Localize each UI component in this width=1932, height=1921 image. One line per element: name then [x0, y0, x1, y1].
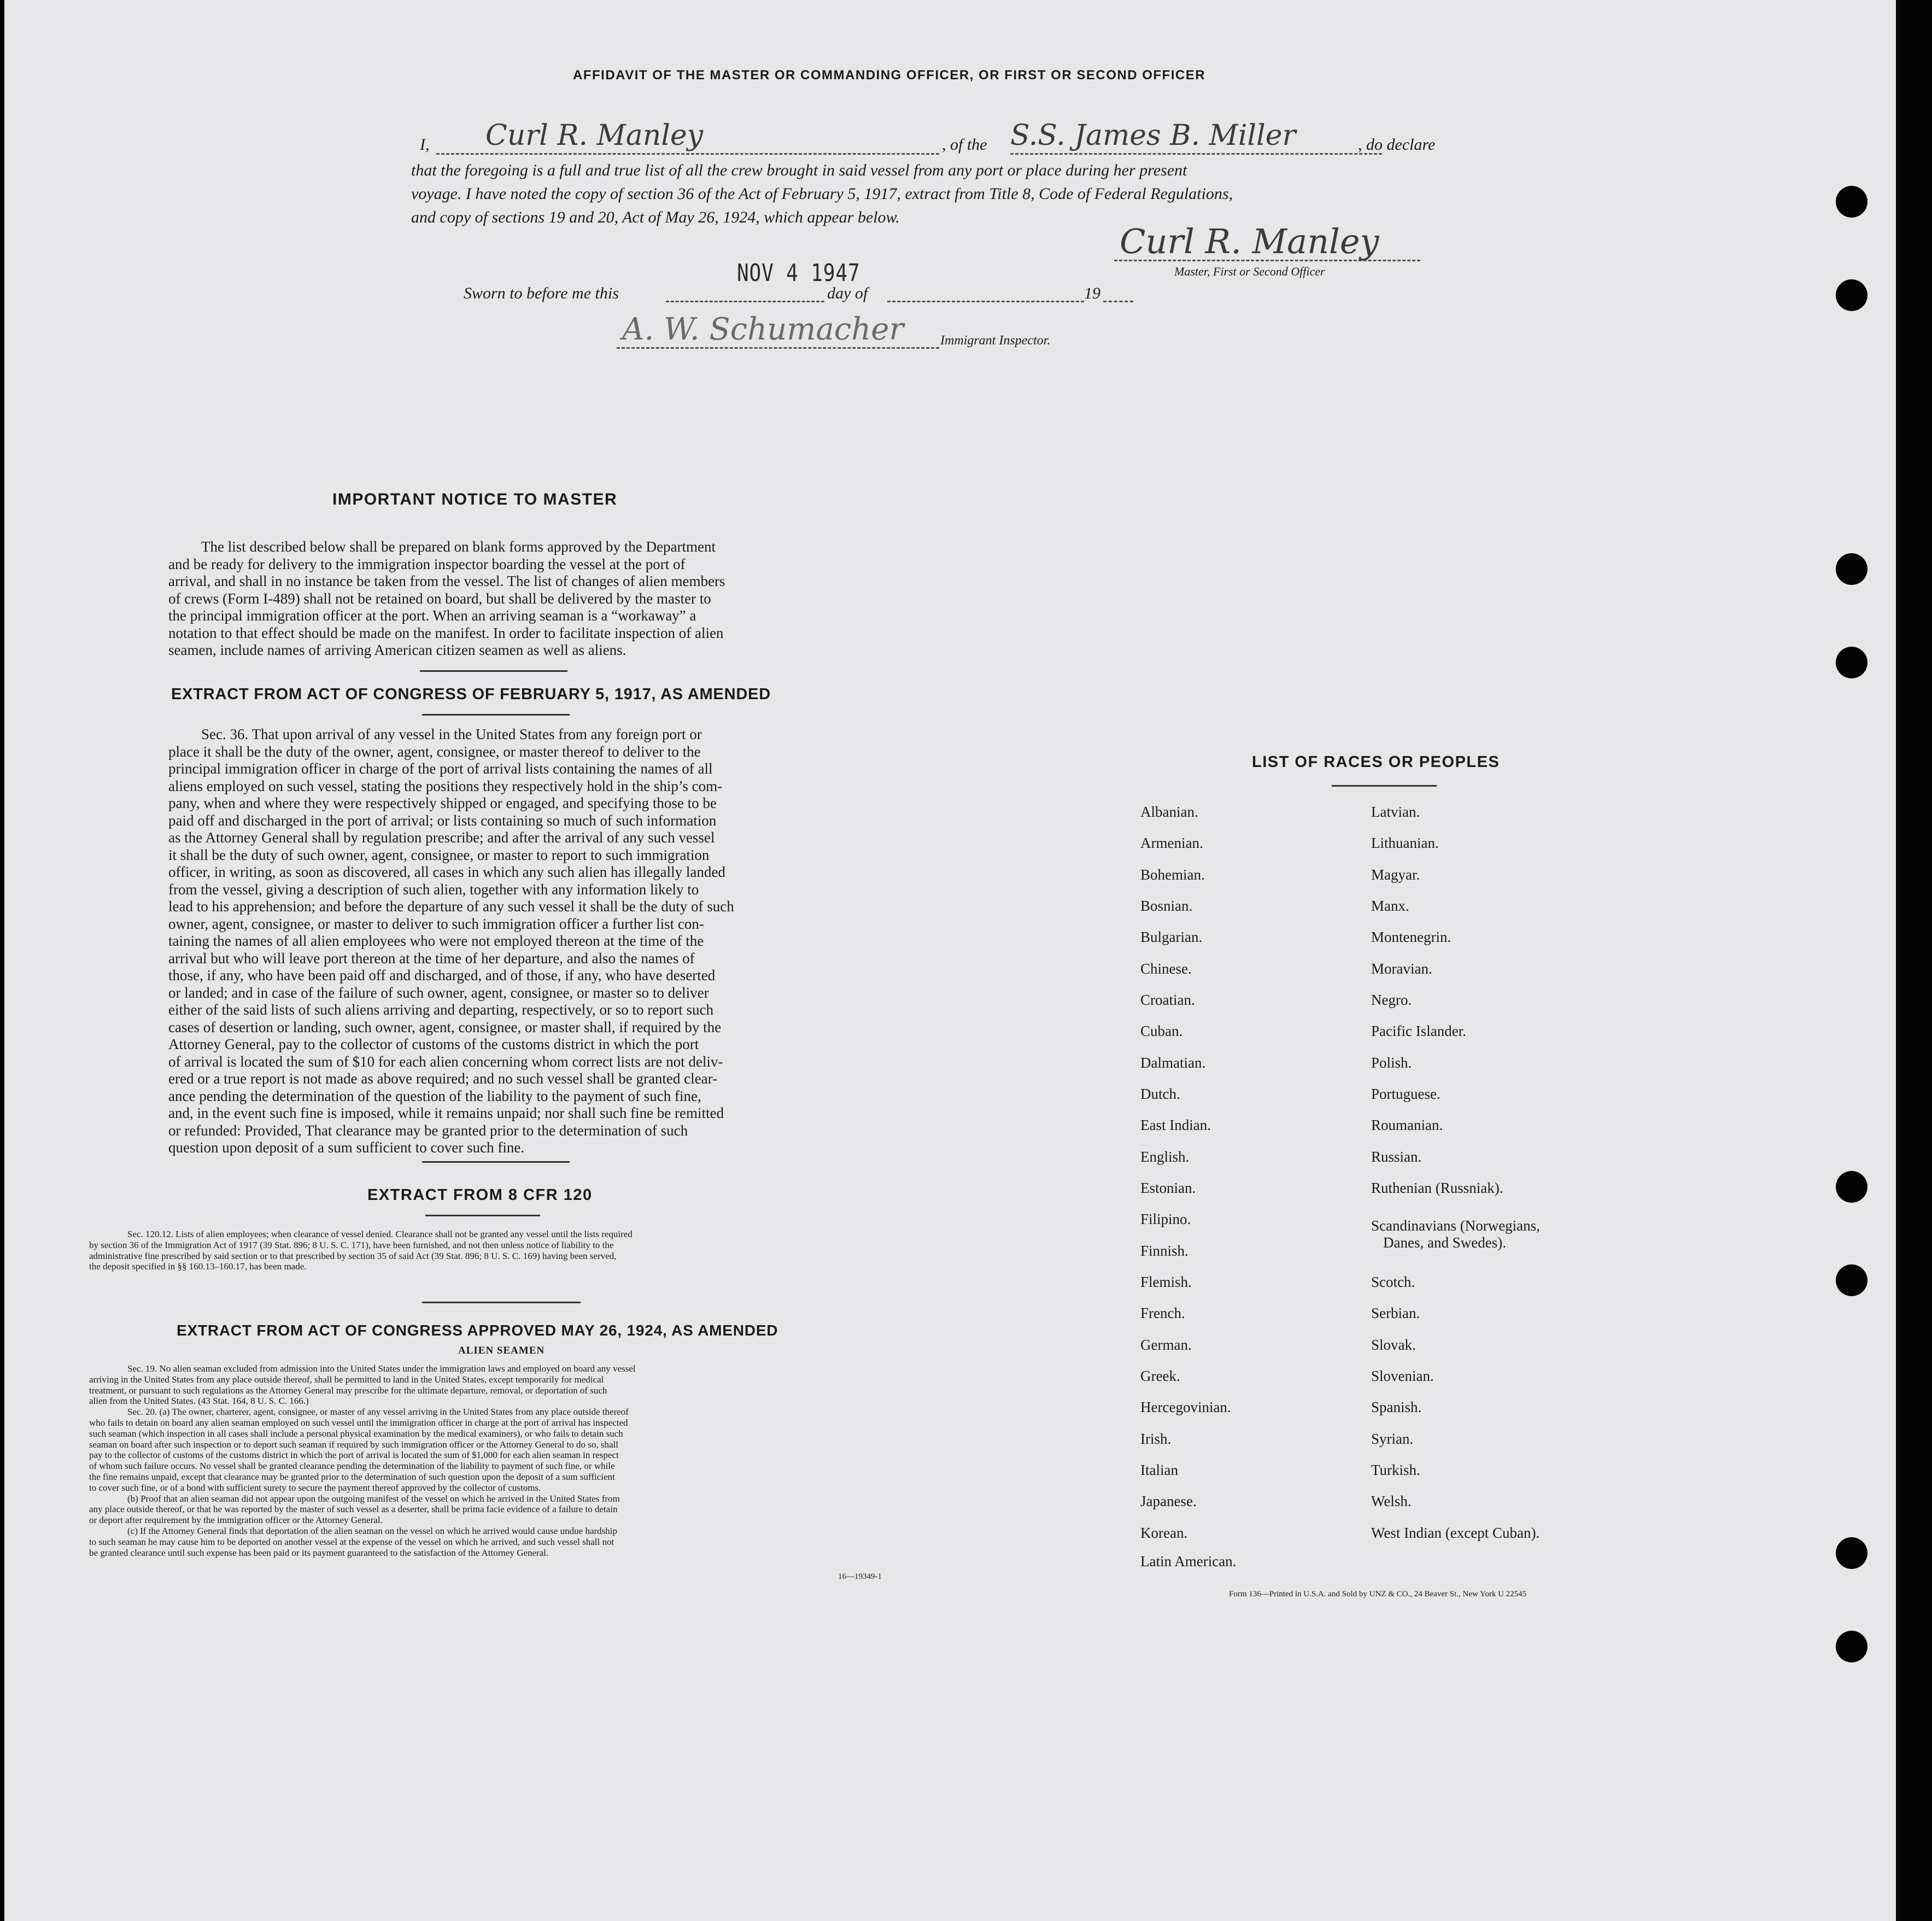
- binder-hole: [1836, 1631, 1867, 1662]
- race-item: Filipino.: [1140, 1211, 1191, 1227]
- race-item: Manx.: [1371, 898, 1409, 914]
- extract-1924-line: Sec. 20. (a) The owner, charterer, agent, consignee, or master of any vessel arriving in the United States from any place outside thereof: [127, 1407, 629, 1418]
- extract-1917-line: Sec. 36. That upon arrival of any vessel in the United States from any foreign port or: [201, 726, 702, 742]
- extract-1917-line: or landed; and in case of the failure of such owner, agent, consignee, or master so to deliver: [168, 984, 709, 1001]
- races-title: LIST OF RACES OR PEOPLES: [1252, 753, 1500, 771]
- master-name-handwritten: Curl R. Manley: [485, 119, 704, 152]
- binder-hole: [1836, 1537, 1867, 1569]
- extract-1924-line: alien from the United States. (43 Stat. 164, 8 U. S. C. 166.): [89, 1396, 309, 1407]
- race-item: Armenian.: [1140, 835, 1203, 851]
- extract-1917-line: cases of desertion or landing, such owner, agent, consignee, or master shall, if required by the: [168, 1018, 722, 1035]
- extract-1924-title: EXTRACT FROM ACT OF CONGRESS APPROVED MAY 26, 1924, AS AMENDED: [177, 1322, 778, 1339]
- extract-1917-line: owner, agent, consignee, or master to deliver to such immigration officer a further list con-: [168, 915, 704, 932]
- race-item: Dutch.: [1140, 1086, 1180, 1102]
- affidavit-body: [411, 159, 1461, 229]
- extract-1917-line: aliens employed on such vessel, stating the positions they respectively hold in the ship’s com-: [168, 777, 723, 794]
- race-item: Syrian.: [1371, 1431, 1414, 1447]
- year-prefix: 19: [1084, 284, 1100, 302]
- race-item: Hercegovinian.: [1140, 1399, 1231, 1415]
- race-item: French.: [1140, 1305, 1185, 1321]
- race-item: Latin American.: [1140, 1553, 1237, 1569]
- extract-1924-line: to cover such fine, or of a bond with sufficient surety to secure the payment thereof approved by the collector of customs.: [89, 1482, 541, 1493]
- extract-cfr-line: Sec. 120.12. Lists of alien employees; when clearance of vessel denied. Clearance shall not be granted any vessel until the lists required: [127, 1229, 633, 1239]
- race-item: Estonian.: [1140, 1180, 1196, 1196]
- binder-hole: [1836, 647, 1867, 678]
- sworn-prefix: Sworn to before me this: [464, 284, 619, 302]
- extract-1924-line: (c) If the Attorney General finds that deportation of the alien seaman on the vessel on which he arrived would cause undue hardship: [127, 1525, 617, 1536]
- notice-line: of crews (Form I-489) shall not be retained on board, but shall be delivered by the master to: [168, 590, 711, 607]
- affidavit-body-line: that the foregoing is a full and true list of all the crew brought in said vessel from any port or place during her present: [411, 161, 1187, 179]
- race-item: Spanish.: [1371, 1399, 1422, 1415]
- extract-1917-line: as the Attorney General shall by regulation prescribe; and after the arrival of any such vessel: [168, 829, 715, 846]
- extract-1917-line: officer, in writing, as soon as discovered, all cases in which any such alien has illegally landed: [168, 864, 725, 880]
- extract-1924-body: [89, 1363, 887, 1558]
- extract-1917-line: from the vessel, giving a description of such alien, together with any information likely to: [168, 881, 699, 898]
- extract-1917-body: [168, 726, 797, 1157]
- extract-cfr-line: the deposit specified in §§ 160.13–160.17, has been made.: [89, 1261, 307, 1272]
- affidavit-declaration-line: [420, 119, 1456, 152]
- extract-1917-line: or refunded: Provided, That clearance may be granted prior to the determination of such: [168, 1122, 688, 1139]
- affidavit-body-line: and copy of sections 19 and 20, Act of May 26, 1924, which appear below.: [411, 208, 900, 226]
- race-item: Japanese.: [1140, 1493, 1197, 1509]
- race-item: Lithuanian.: [1371, 835, 1439, 851]
- affidavit-body-line: voyage. I have noted the copy of section 36 of the Act of February 5, 1917, extract from Title 8, Code of Federal Regulations,: [411, 185, 1233, 203]
- master-signature-caption: Master, First or Second Officer: [1174, 265, 1325, 278]
- extract-1924-line: such seaman (which inspection in all cases shall include a personal physical examination by the medical examiners), or who fails to detain such: [89, 1428, 623, 1439]
- extract-1924-line: who fails to detain on board any alien seaman employed on such vessel until the immigration officer in charge at the port of arrival has inspected: [89, 1417, 628, 1428]
- race-item: Latvian.: [1371, 804, 1420, 820]
- race-item: Polish.: [1371, 1055, 1412, 1071]
- race-item: Moravian.: [1371, 960, 1432, 977]
- race-item: Bosnian.: [1140, 898, 1193, 914]
- binder-hole: [1836, 1264, 1867, 1296]
- extract-1924-line: be granted clearance until such expense has been paid or its payment guaranteed to the satisfaction of the Attorney General.: [89, 1547, 549, 1558]
- affidavit-heading: AFFIDAVIT OF THE MASTER OR COMMANDING OFFICER, OR FIRST OR SECOND OFFICER: [573, 68, 1206, 83]
- extract-1917-line: those, if any, who have been paid off and discharged, and of those, if any, who have deserted: [168, 967, 716, 983]
- extract-1924-line: pay to the collector of customs of the customs district in which the port of arrival is located the sum of $1,000 for each alien seaman in respect: [89, 1450, 619, 1461]
- divider: [425, 1215, 540, 1216]
- notice-body: [168, 538, 797, 659]
- race-item: Roumanian.: [1371, 1117, 1443, 1133]
- race-item: Irish.: [1140, 1431, 1172, 1447]
- race-item: Bohemian.: [1140, 866, 1205, 883]
- race-item: East Indian.: [1140, 1117, 1211, 1133]
- master-signature: Curl R. Manley: [1120, 221, 1379, 261]
- inspector-caption: Immigrant Inspector.: [940, 333, 1051, 348]
- divider: [422, 1302, 581, 1303]
- race-item: Russian.: [1371, 1149, 1422, 1165]
- extract-1924-line: seaman on board after such inspection or to deport such seaman if required by such immigration officer or the Attorney General to do so, shall: [89, 1439, 618, 1450]
- race-item: Slovak.: [1371, 1337, 1416, 1353]
- binder-hole: [1836, 186, 1867, 218]
- race-item: Welsh.: [1371, 1493, 1412, 1509]
- extract-1924-line: treatment, or pursuant to such regulations as the Attorney General may prescribe for the ultimate departure, removal, or deportation of such: [89, 1385, 607, 1396]
- divider: [420, 670, 567, 672]
- race-item: Greek.: [1140, 1368, 1180, 1384]
- extract-1924-line: arriving in the United States from any place outside thereof, shall be permitted to land in the United States, except temporarily for medical: [89, 1374, 604, 1385]
- divider: [422, 1161, 570, 1163]
- of-the-label: , of the: [942, 136, 987, 154]
- extract-1924-line: to such seaman he may cause him to be deported on another vessel at the expense of the vessel on which he arrived, and such vessel shall not: [89, 1536, 614, 1547]
- sworn-year-line: [1103, 279, 1133, 302]
- extract-1917-line: place it shall be the duty of the owner, agent, consignee, or master thereof to deliver to the: [168, 743, 701, 760]
- race-item: Croatian.: [1140, 992, 1195, 1008]
- extract-1924-line: or deport after requirement by the immigration officer or the Attorney General.: [89, 1515, 383, 1526]
- extract-cfr-body: [89, 1229, 887, 1272]
- extract-1917-line: ance pending the determination of the question of the liability to the payment of such fine,: [168, 1087, 701, 1104]
- race-item: Cuban.: [1140, 1023, 1183, 1039]
- race-item: Finnish.: [1140, 1243, 1189, 1259]
- race-item: Bulgarian.: [1140, 929, 1203, 945]
- day-of-label: day of: [827, 284, 868, 302]
- notice-line: notation to that effect should be made on the manifest. In order to facilitate inspection of alien: [168, 624, 724, 641]
- race-item: English.: [1140, 1149, 1190, 1165]
- notice-line: arrival, and shall in no instance be taken from the vessel. The list of changes of alien members: [168, 573, 725, 589]
- notice-line: The list described below shall be prepared on blank forms approved by the Department: [201, 538, 716, 555]
- race-item: Flemish.: [1140, 1274, 1192, 1290]
- binder-hole: [1836, 279, 1867, 311]
- race-item: German.: [1140, 1337, 1192, 1353]
- extract-1924-subtitle: ALIEN SEAMEN: [458, 1345, 545, 1356]
- extract-cfr-line: by section 36 of the Immigration Act of 1917 (39 Stat. 896; 8 U. S. C. 171), have been furnished, and not then unless notice of liability to the: [89, 1239, 614, 1250]
- race-item: West Indian (except Cuban).: [1371, 1525, 1540, 1541]
- race-item: Albanian.: [1140, 804, 1198, 820]
- sworn-month-line: [887, 279, 1084, 302]
- extract-1917-line: Attorney General, pay to the collector of customs of the customs district in which the port: [168, 1036, 699, 1052]
- notice-line: and be ready for delivery to the immigration inspector boarding the vessel at the port of: [168, 555, 686, 572]
- race-item: Montenegrin.: [1371, 929, 1451, 945]
- extract-1917-line: question upon deposit of a sum sufficient to cover such fine.: [168, 1139, 525, 1156]
- race-item: Ruthenian (Russniak).: [1371, 1180, 1503, 1196]
- form-code: 16—19349-1: [838, 1572, 882, 1581]
- extract-1924-line: the fine remains unpaid, except that clearance may be granted prior to the determination of such question upon the deposit of a sum sufficient: [89, 1471, 615, 1482]
- binder-hole: [1836, 553, 1867, 585]
- race-item: Portuguese.: [1371, 1086, 1441, 1102]
- race-item: Danes, and Swedes).: [1383, 1234, 1506, 1251]
- extract-1924-line: any place outside thereof, or that he was reported by the master of such vessel as a deserter, shall be prima facie evidence of a failure to detain: [89, 1504, 618, 1515]
- race-item: Serbian.: [1371, 1305, 1420, 1321]
- extract-1917-line: paid off and discharged in the port of arrival; or lists containing so much of such information: [168, 812, 717, 829]
- extract-1917-title: EXTRACT FROM ACT OF CONGRESS OF FEBRUARY 5, 1917, AS AMENDED: [171, 686, 771, 703]
- divider: [1332, 785, 1437, 787]
- race-item: Italian: [1140, 1462, 1178, 1478]
- form-page: [4, 0, 1896, 1921]
- notice-line: the principal immigration officer at the port. When an arriving seaman is a “workaway” a: [168, 607, 696, 624]
- date-stamp: NOV 4 1947: [737, 259, 860, 287]
- extract-1917-line: taining the names of all alien employees who were not employed thereon at the time of the: [168, 933, 704, 949]
- extract-1917-line: and, in the event such fine is imposed, while it remains unpaid; nor shall such fine be remitted: [168, 1105, 724, 1121]
- extract-1917-line: of arrival is located the sum of $10 for each alien concerning whom correct lists are not deliv-: [168, 1053, 723, 1070]
- extract-1917-line: lead to his apprehension; and before the departure of any such vessel it shall be the duty of such: [168, 898, 734, 915]
- vessel-name-handwritten: S.S. James B. Miller: [1010, 119, 1296, 152]
- race-item: Chinese.: [1140, 960, 1192, 977]
- extract-1924-line: of whom such failure occurs. No vessel shall be granted clearance pending the determination of the liability to payment of such fine, or while: [89, 1461, 615, 1472]
- race-item: Negro.: [1371, 992, 1412, 1008]
- extract-1917-line: principal immigration officer in charge of the port of arrival lists containing the names of all: [168, 760, 713, 777]
- notice-title: IMPORTANT NOTICE TO MASTER: [332, 490, 618, 508]
- extract-cfr-line: administrative fine prescribed by said section or to that prescribed by section 35 of said Act (39 Stat. 896; 8 U. S. C. 169) having been served,: [89, 1250, 617, 1261]
- sworn-line: [464, 259, 1141, 312]
- inspector-signature: A. W. Schumacher: [622, 312, 904, 347]
- race-item: Slovenian.: [1371, 1368, 1434, 1384]
- extract-1917-line: ered or a true report is not made as above required; and no such vessel shall be granted clear-: [168, 1070, 718, 1087]
- binder-hole: [1836, 1171, 1867, 1203]
- extract-1917-line: either of the said lists of such aliens arriving and departing, respectively, or so to report such: [168, 1002, 713, 1018]
- extract-1917-line: it shall be the duty of such owner, agent, consignee, or master to report to such immigration: [168, 846, 710, 863]
- divider: [422, 714, 570, 716]
- affidavit-prefix: I,: [420, 136, 430, 154]
- race-item: Scotch.: [1371, 1274, 1415, 1290]
- race-item: Pacific Islander.: [1371, 1023, 1466, 1039]
- race-item: Turkish.: [1371, 1462, 1420, 1478]
- notice-line: seamen, include names of arriving American citizen seamen as well as aliens.: [168, 642, 627, 658]
- extract-1924-line: (b) Proof that an alien seaman did not appear upon the outgoing manifest of the vessel on which he arrived in the United States from: [127, 1493, 620, 1504]
- do-declare-label: , do declare: [1358, 136, 1436, 154]
- race-item: Korean.: [1140, 1525, 1188, 1541]
- race-item: Dalmatian.: [1140, 1055, 1206, 1071]
- extract-cfr-title: EXTRACT FROM 8 CFR 120: [367, 1186, 593, 1204]
- race-item: Scandinavians (Norwegians,: [1371, 1217, 1540, 1234]
- extract-1917-line: arrival but who will leave port thereon at the time of her departure, and also the names of: [168, 950, 695, 967]
- race-item: Magyar.: [1371, 866, 1420, 883]
- extract-1917-line: pany, when and where they were respectively shipped or engaged, and specifying those to be: [168, 795, 717, 811]
- extract-1924-line: Sec. 19. No alien seaman excluded from admission into the United States under the immigration laws and employed on board any vessel: [127, 1363, 636, 1374]
- form-printer-note: Form 136—Printed in U.S.A. and Sold by UNZ & CO., 24 Beaver St., New York U 22545: [1229, 1590, 1527, 1598]
